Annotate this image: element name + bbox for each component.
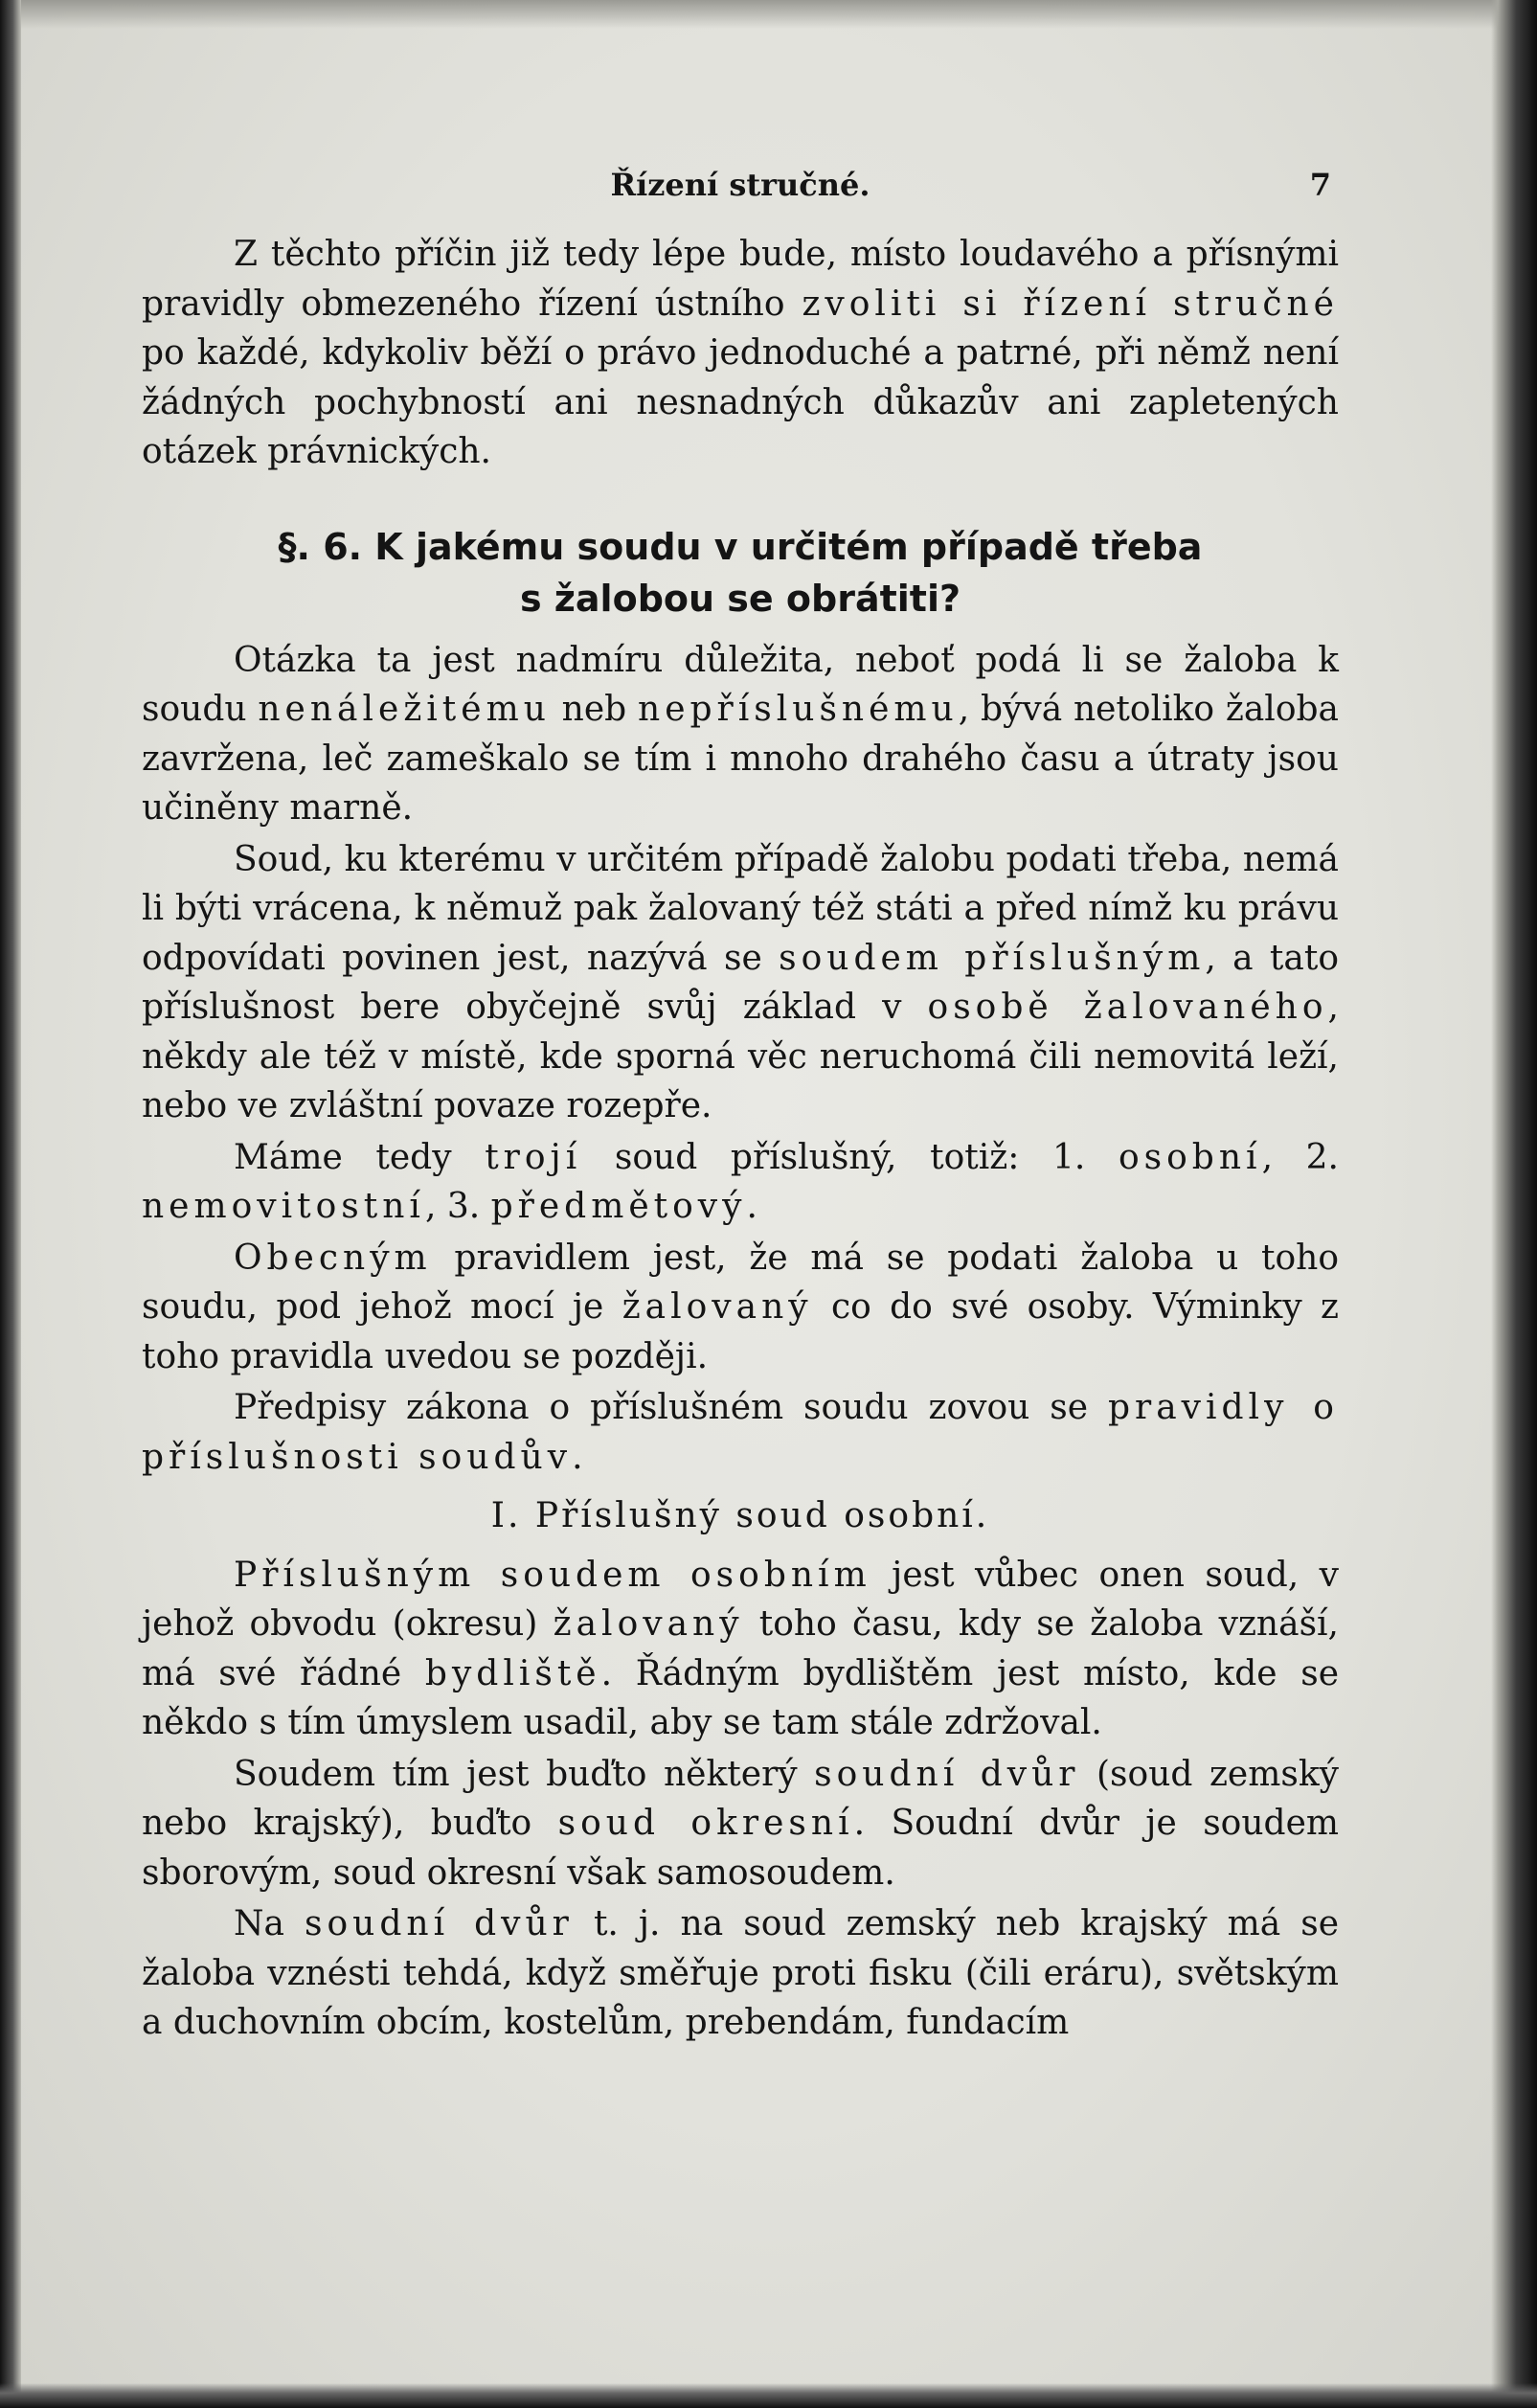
text-run: , 3. xyxy=(424,1187,491,1226)
text-run: po každé, kdykoliv běží o právo jednoduché a patrné, při němž není žádných pochybností ani nesnadných důkazův ani zapletených otázek právnických. xyxy=(142,333,1339,471)
text-run: Soudem tím jest buďto některý xyxy=(234,1754,815,1794)
spaced-emphasis: zvoliti si řízení stručné xyxy=(802,284,1339,324)
section-heading xyxy=(142,521,1339,625)
spaced-emphasis: soudní dvůr xyxy=(814,1754,1080,1794)
text-run: pravidlem jest, že má se podati žaloba u toho soudu, pod jehož mocí je xyxy=(142,1238,1339,1327)
spaced-emphasis: nepříslušnému xyxy=(638,690,959,729)
text-run: neb xyxy=(550,690,639,729)
running-title: Řízení stručné. xyxy=(610,167,870,203)
text-run: co do své osoby. Výminky z toho pravidla uvedou se později. xyxy=(142,1287,1340,1376)
page-number: 7 xyxy=(1309,167,1331,203)
spaced-emphasis: nenáležitému xyxy=(258,690,551,729)
text-run: jest vůbec onen soud, v jehož obvodu (okresu) xyxy=(142,1555,1340,1644)
paragraph-2 xyxy=(142,636,1339,833)
text-run: Předpisy zákona o příslušném soudu zovou se xyxy=(234,1388,1108,1427)
text-run: Otázka ta jest nadmíru důležita, neboť podá li se žaloba k soudu xyxy=(142,640,1339,729)
spaced-emphasis: Obecným xyxy=(234,1238,432,1278)
spaced-emphasis: soudní dvůr xyxy=(305,1904,574,1943)
text-run: Máme tedy xyxy=(234,1137,486,1177)
spaced-emphasis: osobní xyxy=(1118,1137,1262,1177)
scan-shadow-right xyxy=(1491,0,1537,2408)
spaced-emphasis: bydliště xyxy=(424,1653,601,1693)
spaced-emphasis: Příslušným soudem osobním xyxy=(234,1555,871,1595)
paragraph-3 xyxy=(142,835,1339,1131)
scan-shadow-bottom xyxy=(0,2383,1537,2408)
scan-shadow-left xyxy=(0,0,21,2408)
text-run: (soud zemský nebo krajský), buďto xyxy=(142,1754,1339,1843)
paragraph-4 xyxy=(142,1133,1339,1232)
running-head xyxy=(142,161,1339,215)
text-run: . xyxy=(746,1187,757,1226)
paragraph-6 xyxy=(142,1383,1339,1482)
spaced-emphasis: trojí xyxy=(485,1137,582,1177)
text-run: Soud, ku kterému v určitém případě žalobu podati třeba, nemá li býti vrácena, k němuž pak žalovaný též státi a před nímž ku právu odpovídati povinen jest, nazývá se xyxy=(142,839,1339,978)
text-run: soud příslušný, totiž: 1. xyxy=(581,1137,1119,1177)
section-heading-line-2: s žalobou se obrátiti? xyxy=(519,577,961,620)
text-run: t. j. na soud zemský neb krajský má se žaloba vznésti tehdá, když směřuje proti fisku (čili eráru), světským a duchovním obcím, kostelům, prebendám, fundacím xyxy=(142,1904,1339,2042)
text-run: . xyxy=(572,1437,583,1477)
text-run: , bývá netoliko žaloba zavržena, leč zameškalo se tím i mnoho drahého času a útraty jsou učiněny marně. xyxy=(142,690,1340,828)
section-heading-line-1: §. 6. K jakému soudu v určitém případě třeba xyxy=(278,525,1203,568)
text-run: , 2. xyxy=(1261,1137,1339,1177)
subheading: I. Příslušný soud osobní. xyxy=(490,1496,990,1535)
paragraph-8 xyxy=(142,1750,1339,1898)
spaced-emphasis: pravidly o příslušnosti soudův xyxy=(142,1388,1339,1477)
paragraph-7 xyxy=(142,1551,1339,1748)
text-run: , a tato příslušnost bere obyčejně svůj základ v xyxy=(142,938,1339,1027)
spaced-emphasis: žalovaný xyxy=(622,1287,813,1327)
spaced-emphasis: soud okresní xyxy=(557,1804,854,1843)
text-run: , někdy ale též v místě, kde sporná věc neruchomá čili nemovitá leží, nebo ve zvláštní povaze rozepře. xyxy=(142,988,1339,1125)
text-run: Na xyxy=(234,1904,305,1943)
text-run: . Soudní dvůr je soudem sborovým, soud okresní však samosoudem. xyxy=(142,1804,1340,1893)
text-run: Z těchto příčin již tedy lépe bude, místo loudavého a přísnými pravidly obmezeného řízení ústního xyxy=(142,235,1339,324)
spaced-emphasis: osobě žalovaného xyxy=(927,988,1328,1027)
spaced-emphasis: nemovitostní xyxy=(142,1187,425,1226)
paragraph-5 xyxy=(142,1234,1339,1382)
paragraph-1 xyxy=(142,230,1339,477)
spaced-emphasis: soudem příslušným xyxy=(779,938,1206,978)
text-run: . Řádným bydlištěm jest místo, kde se někdo s tím úmyslem usadil, aby se tam stále zdržoval. xyxy=(142,1653,1339,1742)
spaced-emphasis: žalovaný xyxy=(553,1604,744,1644)
paragraph-9 xyxy=(142,1899,1339,2048)
page-content xyxy=(142,161,1339,2050)
scan-shadow-top xyxy=(0,0,1537,29)
spaced-emphasis: předmětový xyxy=(490,1187,747,1226)
text-run: toho času, kdy se žaloba vznáší, má své řádné xyxy=(142,1604,1340,1693)
